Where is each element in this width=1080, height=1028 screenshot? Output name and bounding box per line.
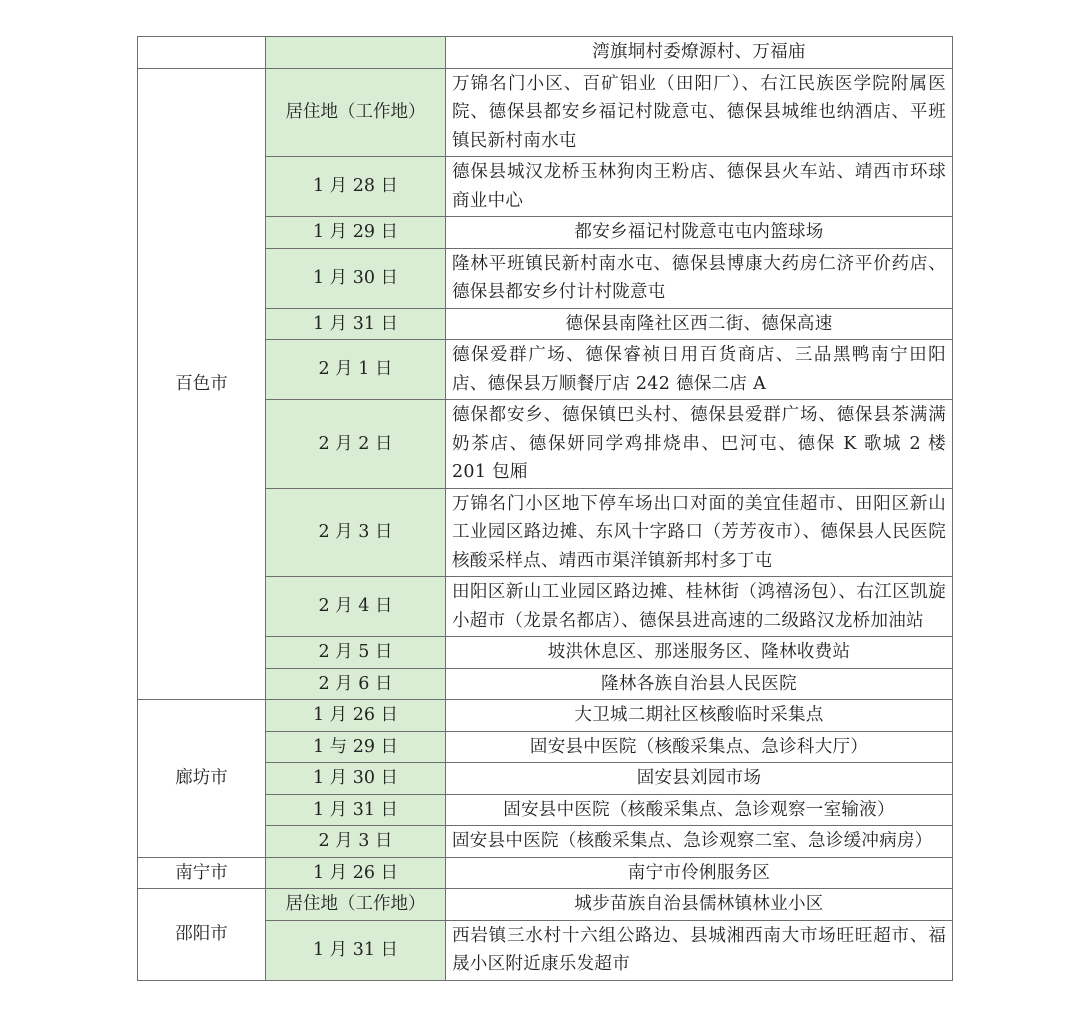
city-cell-langfang: 廊坊市 (138, 700, 266, 858)
table-row (138, 68, 953, 157)
date-cell: 1 月 30 日 (266, 763, 446, 795)
table-row (138, 857, 953, 889)
table-row (138, 37, 953, 69)
place-cell: 南宁市伶俐服务区 (446, 857, 953, 889)
date-cell: 2 月 5 日 (266, 637, 446, 669)
date-cell: 1 月 31 日 (266, 308, 446, 340)
city-cell-shaoyang: 邵阳市 (138, 889, 266, 981)
date-cell: 2 月 4 日 (266, 577, 446, 637)
date-cell: 2 月 2 日 (266, 400, 446, 489)
place-cell: 田阳区新山工业园区路边摊、桂林街（鸿禧汤包）、右江区凯旋小超市（龙景名都店）、德保县进高速的二级路汉龙桥加油站 (446, 577, 953, 637)
date-cell: 2 月 1 日 (266, 340, 446, 400)
place-cell: 德保都安乡、德保镇巴头村、德保县爱群广场、德保县茶满满奶茶店、德保妍同学鸡排烧串、巴河屯、德保 K 歌城 2 楼 201 包厢 (446, 400, 953, 489)
date-cell: 2 月 3 日 (266, 488, 446, 577)
date-cell (266, 37, 446, 69)
place-cell: 固安县中医院（核酸采集点、急诊科大厅） (446, 731, 953, 763)
table-row (138, 700, 953, 732)
city-cell-nanning: 南宁市 (138, 857, 266, 889)
place-cell: 万锦名门小区地下停车场出口对面的美宜佳超市、田阳区新山工业园区路边摊、东风十字路口（芳芳夜市）、德保县人民医院核酸采样点、靖西市渠洋镇新邦村多丁屯 (446, 488, 953, 577)
table-row (138, 889, 953, 921)
itinerary-table-container (137, 36, 952, 981)
place-cell: 德保县南隆社区西二街、德保高速 (446, 308, 953, 340)
place-cell: 隆林各族自治县人民医院 (446, 668, 953, 700)
date-cell: 1 月 28 日 (266, 157, 446, 217)
place-cell: 城步苗族自治县儒林镇林业小区 (446, 889, 953, 921)
place-cell: 坡洪休息区、那迷服务区、隆林收费站 (446, 637, 953, 669)
date-cell: 居住地（工作地） (266, 889, 446, 921)
place-cell: 都安乡福记村陇意屯屯内篮球场 (446, 217, 953, 249)
place-cell: 德保县城汉龙桥玉林狗肉王粉店、德保县火车站、靖西市环球商业中心 (446, 157, 953, 217)
date-cell: 居住地（工作地） (266, 68, 446, 157)
city-cell-baise: 百色市 (138, 68, 266, 700)
date-cell: 1 月 31 日 (266, 920, 446, 980)
place-cell: 隆林平班镇民新村南水屯、德保县博康大药房仁济平价药店、德保县都安乡付计村陇意屯 (446, 248, 953, 308)
itinerary-table (137, 36, 953, 981)
place-cell: 固安县中医院（核酸采集点、急诊观察二室、急诊缓冲病房） (446, 826, 953, 858)
place-cell: 固安县刘园市场 (446, 763, 953, 795)
place-cell: 大卫城二期社区核酸临时采集点 (446, 700, 953, 732)
place-cell: 德保爱群广场、德保睿祯日用百货商店、三品黑鸭南宁田阳店、德保县万顺餐厅店 242 德保二店 A (446, 340, 953, 400)
date-cell: 1 月 30 日 (266, 248, 446, 308)
place-cell: 固安县中医院（核酸采集点、急诊观察一室输液） (446, 794, 953, 826)
date-cell: 1 月 31 日 (266, 794, 446, 826)
city-cell (138, 37, 266, 69)
date-cell: 2 月 6 日 (266, 668, 446, 700)
place-cell: 万锦名门小区、百矿铝业（田阳厂）、右江民族医学院附属医院、德保县都安乡福记村陇意屯、德保县城维也纳酒店、平班镇民新村南水屯 (446, 68, 953, 157)
place-cell: 湾旗垌村委燎源村、万福庙 (446, 37, 953, 69)
date-cell: 1 与 29 日 (266, 731, 446, 763)
date-cell: 1 月 29 日 (266, 217, 446, 249)
date-cell: 2 月 3 日 (266, 826, 446, 858)
date-cell: 1 月 26 日 (266, 857, 446, 889)
date-cell: 1 月 26 日 (266, 700, 446, 732)
place-cell: 西岩镇三水村十六组公路边、县城湘西南大市场旺旺超市、福晟小区附近康乐发超市 (446, 920, 953, 980)
